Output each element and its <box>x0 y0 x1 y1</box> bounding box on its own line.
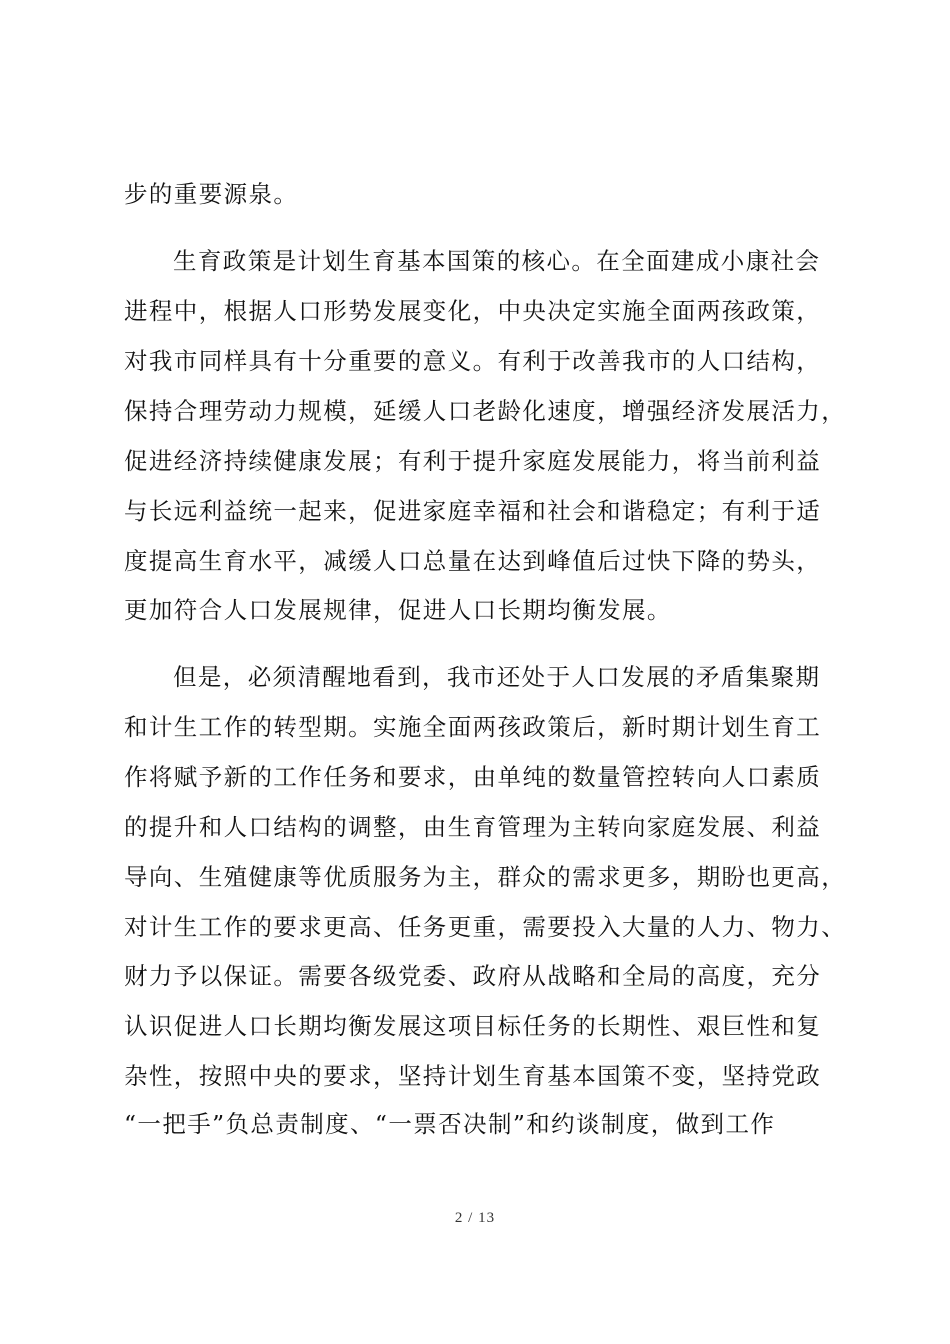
paragraph-3-line-10: “一把手”负总责制度、“一票否决制”和约谈制度，做到工作 <box>124 1110 776 1138</box>
paragraph-3-line-4: 的提升和人口结构的调整，由生育管理为主转向家庭发展、利益 <box>124 813 822 841</box>
paragraph-3-line-8: 认识促进人口长期均衡发展这项目标任务的长期性、艰巨性和复 <box>124 1012 822 1040</box>
page-number: 2 / 13 <box>454 1210 496 1226</box>
paragraph-3-line-5: 导向、生殖健康等优质服务为主，群众的需求更多，期盼也更高， <box>124 863 847 891</box>
paragraph-2-line-8: 更加符合人口发展规律，促进人口长期均衡发展。 <box>124 596 672 624</box>
paragraph-2-line-2: 进程中，根据人口形势发展变化，中央决定实施全面两孩政策， <box>124 297 822 325</box>
paragraph-1-line-1: 步的重要源泉。 <box>124 180 299 208</box>
paragraph-3-line-1: 但是，必须清醒地看到，我市还处于人口发展的矛盾集聚期 <box>173 663 821 691</box>
paragraph-2-line-7: 度提高生育水平，减缓人口总量在达到峰值后过快下降的势头， <box>124 547 822 575</box>
paragraph-2-line-6: 与长远利益统一起来，促进家庭幸福和社会和谐稳定；有利于适 <box>124 497 822 525</box>
paragraph-2-line-5: 促进经济持续健康发展；有利于提升家庭发展能力，将当前利益 <box>124 447 822 475</box>
paragraph-3-line-7: 财力予以保证。需要各级党委、政府从战略和全局的高度，充分 <box>124 962 822 990</box>
paragraph-3-line-9: 杂性，按照中央的要求，坚持计划生育基本国策不变，坚持党政 <box>124 1062 822 1090</box>
paragraph-2-line-4: 保持合理劳动力规模，延缓人口老龄化速度，增强经济发展活力， <box>124 397 847 425</box>
paragraph-3-line-3: 作将赋予新的工作任务和要求，由单纯的数量管控转向人口素质 <box>124 763 822 791</box>
paragraph-3-line-2: 和计生工作的转型期。实施全面两孩政策后，新时期计划生育工 <box>124 713 822 741</box>
paragraph-2-line-3: 对我市同样具有十分重要的意义。有利于改善我市的人口结构， <box>124 347 822 375</box>
paragraph-2-line-1: 生育政策是计划生育基本国策的核心。在全面建成小康社会 <box>173 247 821 275</box>
paragraph-3-line-6: 对计生工作的要求更高、任务更重，需要投入大量的人力、物力、 <box>124 913 847 941</box>
